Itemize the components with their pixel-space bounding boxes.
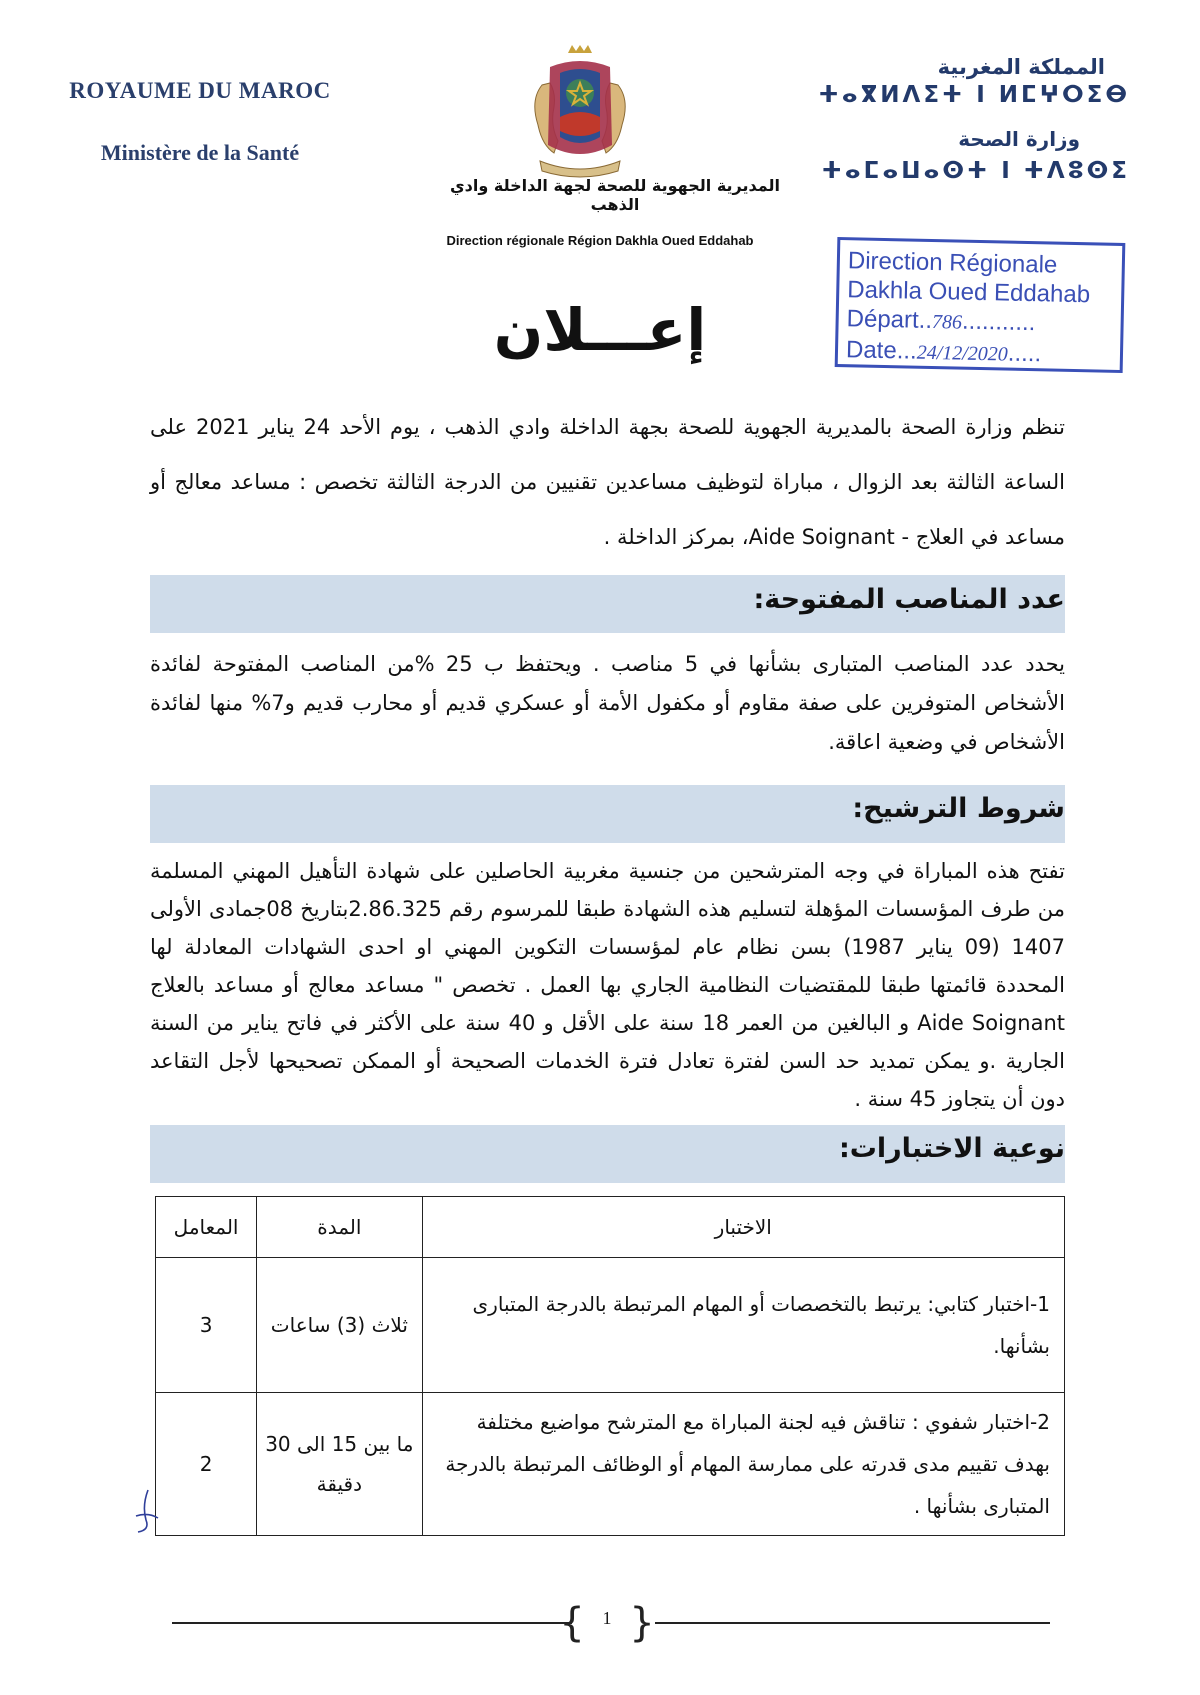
- header-fr-ministry: Ministère de la Santé: [100, 140, 300, 165]
- table-cell-test: 2-اختبار شفوي : تناقش فيه لجنة المباراة مع المترشح مواضيع مختلفة بهدف تقييم مدى قدرته على ممارسة المهام أو الوظائف المرتبطة بالدرجة المتبارى بشأنها .: [422, 1393, 1064, 1536]
- intro-paragraph: تنظم وزارة الصحة بالمديرية الجهوية للصحة بجهة الداخلة وادي الذهب ، يوم الأحد 24 يناير 2021 على الساعة الثالثة بعد الزوال ، مباراة لتوظيف مساعدين تقنيين من الدرجة الثالثة تخصص : مساعد معالج أو مساعد في العلاج - Aide Soignant، بمركز الداخلة .: [150, 415, 1065, 549]
- footer-rule-right: [655, 1622, 1050, 1624]
- table-row: [156, 1393, 1065, 1536]
- section-title-exams: نوعية الاختبارات:: [838, 1133, 1065, 1164]
- footer-brace-left: {: [560, 1600, 585, 1646]
- table-cell-coefficient: 3: [156, 1258, 257, 1393]
- table-cell-duration: ما بين 15 الى 30 دقيقة: [257, 1393, 422, 1536]
- header-ar-kingdom: المملكة المغربية: [937, 55, 1105, 79]
- exams-table: [155, 1196, 1065, 1536]
- table-row: [156, 1258, 1065, 1393]
- conditions-paragraph: تفتح هذه المباراة في وجه المترشحين من جنسية مغربية الحاصلين على شهادة التأهيل المهني المسلمة من طرف المؤسسات المؤهلة لتسليم هذه الشهادة طبقا للمرسوم رقم 2.86.325بتاريخ 08جمادى الأولى 1407 (09 يناير 1987) بسن نظام عام لمؤسسات التكوين المهني او احدى الشهادات المعادلة لها المحددة قائمتها طبقا للمقتضيات النظامية الجاري بها العمل . تخصص " مساعد معالج أو مساعد بالعلاج Aide Soignant و البالغين من العمر 18 سنة على الأقل و 40 سنة على الأكثر في فاتح يناير من السنة الجارية .و يمكن تمديد حد السن لفترة تعادل فترة الخدمات الصحيحة أو الممكن تصحيحها لأجل التقاعد دون أن يتجاوز 45 سنة .: [150, 859, 1066, 1111]
- stamp-date-label: Date: [845, 336, 898, 365]
- stamp-date-value: 24/12/2020: [916, 341, 1009, 366]
- stamp-date: Date...24/12/2020.....: [845, 336, 1042, 368]
- section-title-conditions: شروط الترشيح:: [852, 793, 1065, 824]
- header-ar-ministry: وزارة الصحة: [958, 127, 1080, 151]
- header-ar-direction: المديرية الجهوية للصحة لجهة الداخلة وادي الذهب: [450, 176, 780, 214]
- header-fr-kingdom: ROYAUME DU MAROC: [69, 78, 331, 103]
- table-header-test: الاختبار: [422, 1197, 1064, 1258]
- posts-paragraph: يحدد عدد المناصب المتبارى بشأنها في 5 مناصب . ويحتفظ ب 25 %من المناصب المفتوحة لفائدة الأشخاص المتوفرين على صفة مقاوم أو مكفول الأمة أو عسكري قديم أو محارب قديم و7% منها لفائدة الأشخاص في وضعية اعاقة.: [150, 652, 1065, 754]
- table-header-coefficient: المعامل: [156, 1197, 257, 1258]
- table-cell-test: 1-اختبار كتابي: يرتبط بالتخصصات أو المهام المرتبطة بالدرجة المتبارى بشأنها.: [422, 1258, 1064, 1393]
- stamp-depart-value: 786: [931, 311, 963, 334]
- table-cell-coefficient: 2: [156, 1393, 257, 1536]
- page-title: إعـــلان: [493, 296, 707, 364]
- stamp-depart-label: Départ: [846, 305, 919, 334]
- table-header-row: [156, 1197, 1065, 1258]
- header-fr-direction: Direction régionale Région Dakhla Oued Eddahab: [446, 233, 754, 248]
- stamp-depart: Départ..786...........: [846, 305, 1036, 337]
- header-tifinagh-kingdom: ⵜⴰⴳⵍⴷⵉⵜ ⵏ ⵍⵎⵖⵔⵉⴱ: [818, 82, 1130, 108]
- table-header-duration: المدة: [257, 1197, 422, 1258]
- stamp-line-2: Dakhla Oued Eddahab: [847, 276, 1091, 309]
- stamp-line-1: Direction Régionale: [847, 247, 1058, 279]
- section-title-posts: عدد المناصب المفتوحة:: [753, 584, 1065, 615]
- initials-signature-icon: [128, 1486, 168, 1540]
- departure-stamp: [835, 237, 1126, 373]
- moroccan-coat-of-arms-icon: [520, 45, 640, 180]
- footer-brace-right: }: [630, 1600, 655, 1646]
- page-number: 1: [602, 1608, 612, 1628]
- table-cell-duration: ثلاث (3) ساعات: [257, 1258, 422, 1393]
- footer-rule-left: [172, 1622, 572, 1624]
- header-tifinagh-ministry: ⵜⴰⵎⴰⵡⴰⵙⵜ ⵏ ⵜⴷⵓⵙⵉ: [821, 158, 1130, 184]
